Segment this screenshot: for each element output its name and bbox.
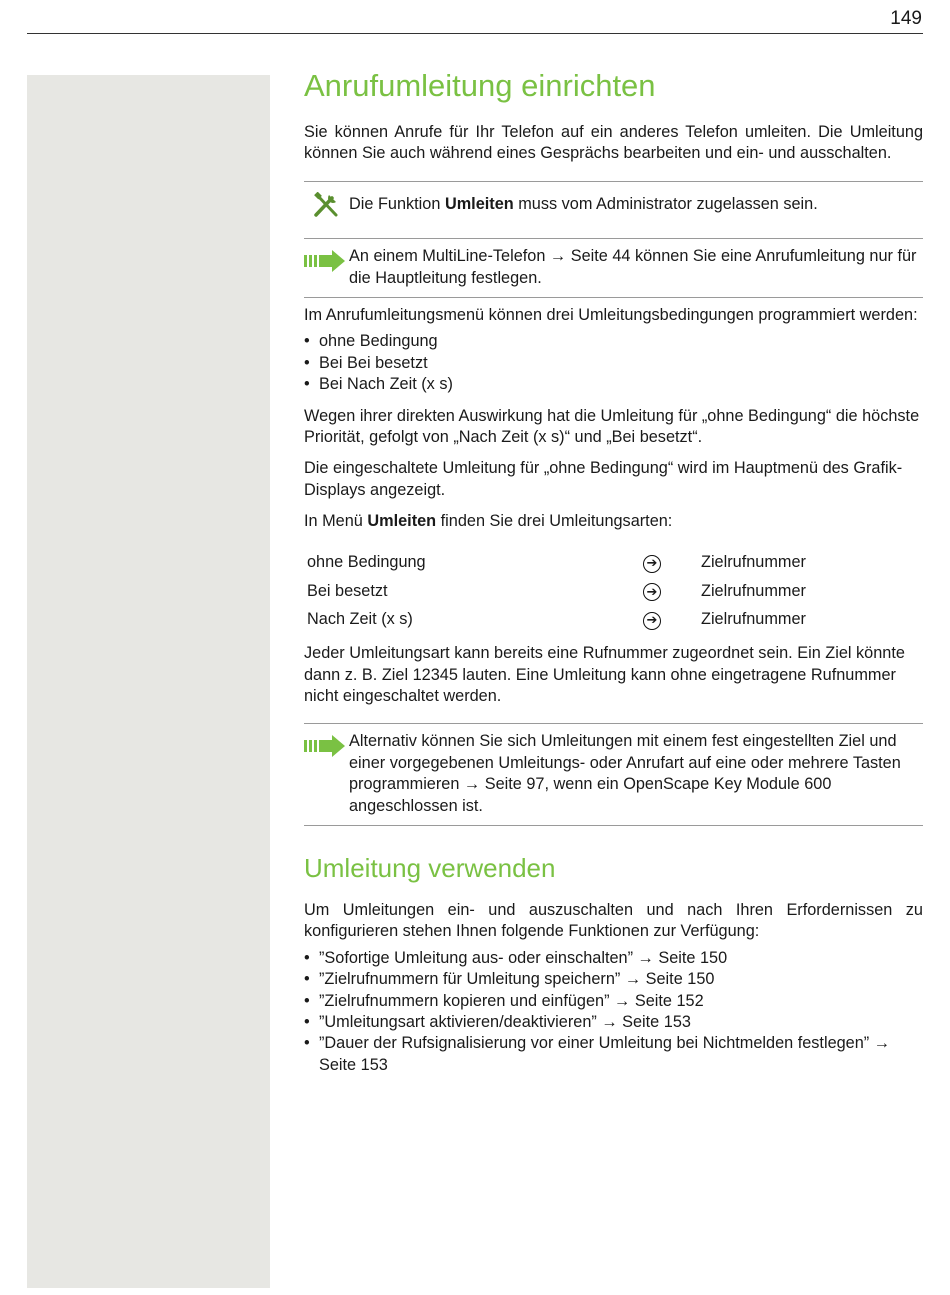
list-item: • ”Umleitungsart aktivieren/deaktivieren” → Seite 153 bbox=[304, 1012, 923, 1033]
type-target: Zielrufnummer bbox=[701, 581, 806, 600]
menu-paragraph: In Menü Umleiten finden Sie drei Umleitungsarten: bbox=[304, 512, 673, 531]
conditions-intro: Im Anrufumleitungsmenü können drei Umleitungsbedingungen programmiert werden: bbox=[304, 306, 918, 325]
list-item: • ”Zielrufnummern für Umleitung speichern” → Seite 150 bbox=[304, 969, 923, 990]
tools-icon bbox=[304, 192, 349, 224]
intro-paragraph: Sie können Anrufe für Ihr Telefon auf ein anderes Telefon umleiten. Die Umleitung können Sie auch während eines Gesprächs bearbeiten und ein- und ausschalten. bbox=[304, 123, 923, 163]
main-content bbox=[304, 64, 923, 1076]
redirect-types-table bbox=[304, 549, 923, 635]
header-rule bbox=[27, 33, 923, 34]
type-target: Zielrufnummer bbox=[701, 610, 806, 629]
note-arrow-icon bbox=[304, 246, 349, 278]
type-name: Nach Zeit (x s) bbox=[307, 610, 413, 629]
type-target: Zielrufnummer bbox=[701, 553, 806, 572]
sidebar-panel bbox=[27, 75, 270, 1288]
admin-note bbox=[304, 181, 923, 238]
list-item: • ”Zielrufnummern kopieren und einfügen” → Seite 152 bbox=[304, 991, 923, 1012]
note-arrow-icon bbox=[304, 731, 349, 763]
after-table-paragraph: Jeder Umleitungsart kann bereits eine Rufnummer zugeordnet sein. Ein Ziel könnte dann z. B. Ziel 12345 lauten. Eine Umleitung kann ohne eingetragene Rufnummer nicht eingeschaltet werden. bbox=[304, 644, 905, 705]
page-number: 149 bbox=[890, 8, 922, 29]
list-item: • Bei Nach Zeit (x s) bbox=[304, 374, 923, 395]
table-row bbox=[304, 577, 923, 606]
alternative-note bbox=[304, 723, 923, 826]
display-paragraph: Die eingeschaltete Umleitung für „ohne Bedingung“ wird im Hauptmenü des Grafik-Displays angezeigt. bbox=[304, 459, 903, 499]
type-name: ohne Bedingung bbox=[307, 553, 426, 572]
conditions-list bbox=[304, 331, 923, 395]
admin-note-text: Die Funktion Umleiten muss vom Administrator zugelassen sein. bbox=[349, 194, 818, 213]
usage-intro: Um Umleitungen ein- und auszuschalten und nach Ihren Erfordernissen zu konfigurieren stehen Ihnen folgende Funktionen zur Verfügung: bbox=[304, 901, 923, 941]
list-item: • Bei Bei besetzt bbox=[304, 353, 923, 374]
functions-list bbox=[304, 948, 923, 1076]
priority-paragraph: Wegen ihrer direkten Auswirkung hat die Umleitung für „ohne Bedingung“ die höchste Priorität, gefolgt von „Nach Zeit (x s)“ und „Bei besetzt“. bbox=[304, 406, 920, 447]
list-item: • ”Dauer der Rufsignalisierung vor einer Umleitung bei Nichtmelden festlegen” → Seite 153 bbox=[304, 1033, 923, 1076]
arrow-circle-icon: ➔ bbox=[643, 555, 661, 573]
multiline-note bbox=[304, 238, 923, 297]
type-name: Bei besetzt bbox=[307, 581, 388, 600]
list-item: • ohne Bedingung bbox=[304, 331, 923, 352]
list-item: • ”Sofortige Umleitung aus- oder einschalten” → Seite 150 bbox=[304, 948, 923, 969]
alternative-note-text: Alternativ können Sie sich Umleitungen mit einem fest eingestellten Ziel und einer vorgegebenen Umleitungs- oder Anrufart auf eine oder mehrere Tasten programmieren → Seite 97, wenn ein OpenScape Key Module 600 angeschlossen ist. bbox=[349, 732, 901, 815]
table-row bbox=[304, 606, 923, 635]
multiline-note-text: An einem MultiLine-Telefon → Seite 44 können Sie eine Anrufumleitung nur für die Hauptleitung festlegen. bbox=[349, 247, 917, 287]
section-title: Anrufumleitung einrichten bbox=[304, 68, 656, 103]
arrow-circle-icon: ➔ bbox=[643, 612, 661, 630]
table-row bbox=[304, 549, 923, 578]
section-title: Umleitung verwenden bbox=[304, 853, 556, 884]
arrow-circle-icon: ➔ bbox=[643, 583, 661, 601]
